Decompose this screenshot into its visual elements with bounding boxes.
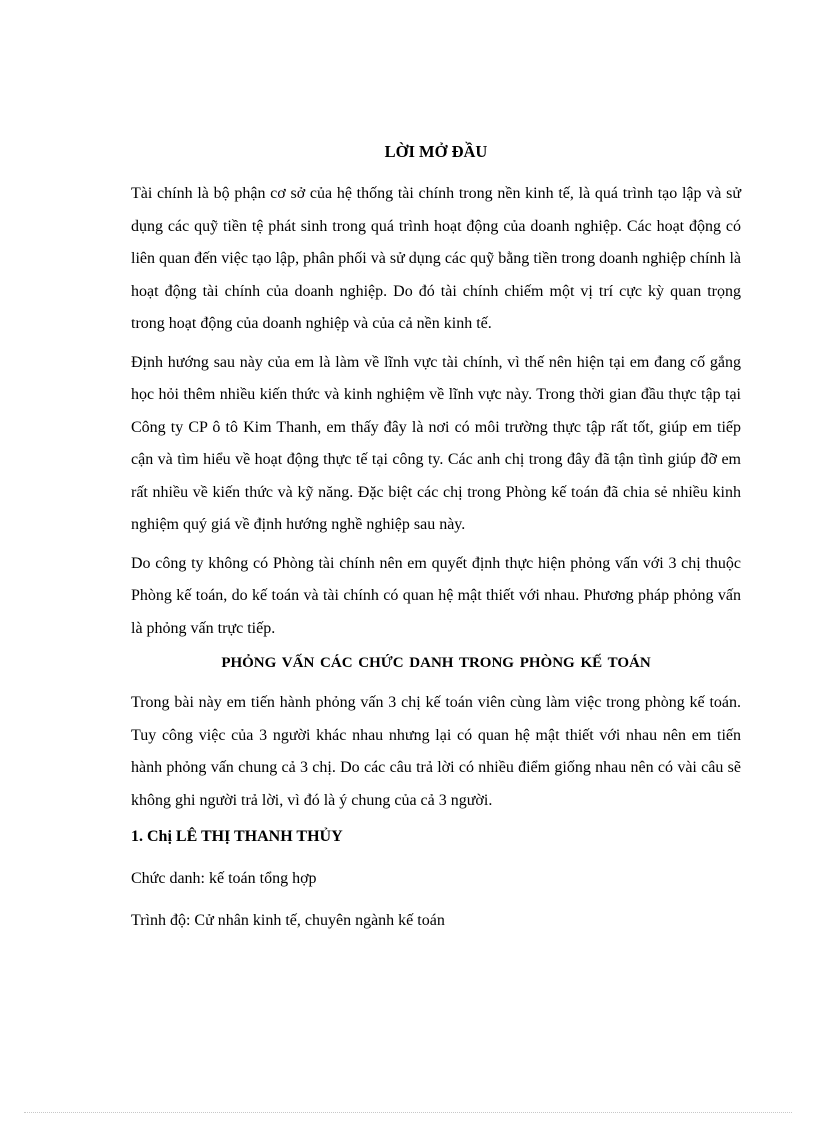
page-bottom-rule [24, 1112, 792, 1113]
section-heading-interviewee-1: 1. Chị LÊ THỊ THANH THỦY [131, 828, 343, 845]
paragraph-finance-intro: Tài chính là bộ phận cơ sở của hệ thống tài chính trong nền kinh tế, là quá trình tạo lập và sử dụng các quỹ tiền tệ phát sinh trong quá trình hoạt động của doanh nghiệp. Các hoạt động có liên quan đến việc tạo lập, phân phối và sử dụng các quỹ bằng tiền trong doanh nghiệp chính là hoạt động tài chính của doanh nghiệp. Do đó tài chính chiếm một vị trí cực kỳ quan trọng trong hoạt động của doanh nghiệp và của cả nền kinh tế. [131, 185, 741, 332]
job-title-line: Chức danh: kế toán tổng hợp [131, 870, 317, 887]
document-body [131, 140, 741, 951]
education-line: Trình độ: Cử nhân kinh tế, chuyên ngành kế toán [131, 912, 445, 929]
paragraph-interview-method: Do công ty không có Phòng tài chính nên em quyết định thực hiện phỏng vấn với 3 chị thuộc Phòng kế toán, do kế toán và tài chính có quan hệ mật thiết với nhau. Phương pháp phỏng vấn là phỏng vấn trực tiếp. [131, 554, 741, 637]
interview-heading: PHỎNG VẤN CÁC CHỨC DANH TRONG PHÒNG KẾ TOÁN [221, 655, 651, 671]
document-title: LỜI MỞ ĐẦU [384, 142, 488, 161]
paragraph-interview-intro: Trong bài này em tiến hành phỏng vấn 3 chị kế toán viên cùng làm việc trong phòng kế toán. Tuy công việc của 3 người khác nhau nhưng lại có quan hệ mật thiết với nhau nên em tiến hành phỏng vấn chung cả 3 chị. Do các câu trả lời có nhiều điểm giống nhau nên có vài câu sẽ không ghi người trả lời, vì đó là ý chung của cả 3 người. [131, 694, 741, 809]
paragraph-career-orientation: Định hướng sau này của em là làm về lĩnh vực tài chính, vì thế nên hiện tại em đang cố gắng học hỏi thêm nhiều kiến thức và kinh nghiệm về lĩnh vực này. Trong thời gian đầu thực tập tại Công ty CP ô tô Kim Thanh, em thấy đây là nơi có môi trường thực tập rất tốt, giúp em tiếp cận và tìm hiểu về hoạt động thực tế tại công ty. Các anh chị trong đây đã tận tình giúp đỡ em rất nhiều về kiến thức và kỹ năng. Đặc biệt các chị trong Phòng kế toán đã chia sẻ nhiều kinh nghiệm quý giá về định hướng nghề nghiệp sau này. [131, 353, 741, 533]
